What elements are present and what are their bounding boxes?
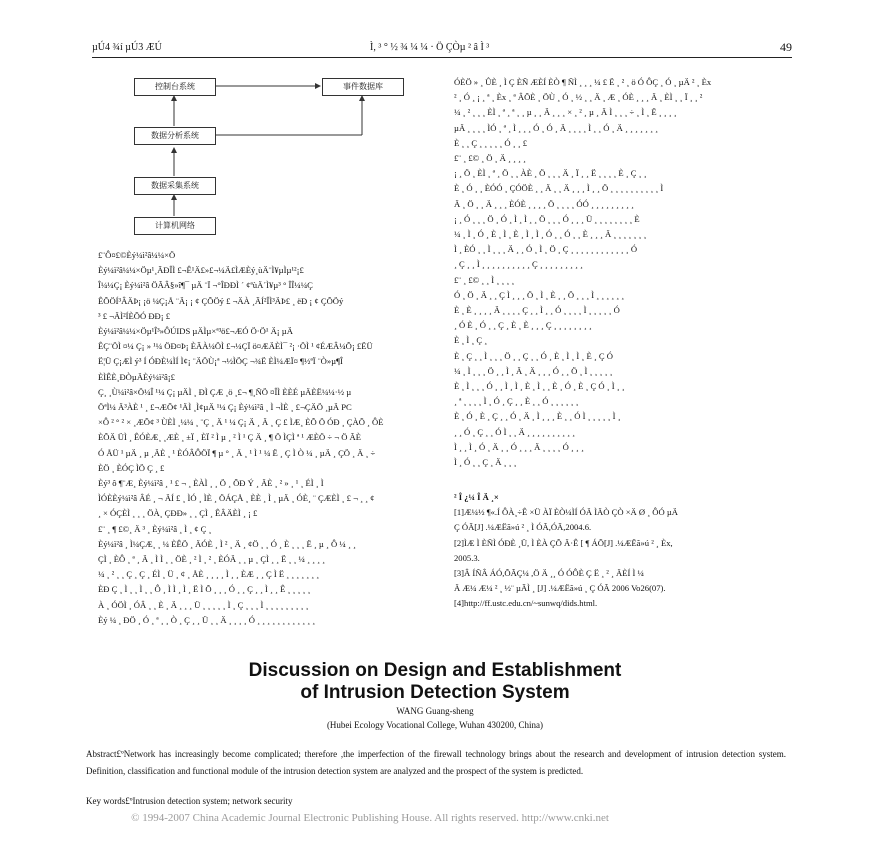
body-text-line: ² ¸ Ó ¸ ¡ ¸ ª ¸ Èx ¸ ª ÂÕÈ ¸ ÖÙ ¸ Ó ¸ ½ ¸ ¸ Ä ¸ Æ ¸ ÓÈ ¸ ¸ ¸ Ä ¸ ÈÌ ¸ ¸ Ï ¸ ¸ ² [454,92,703,103]
running-header [92,42,792,58]
body-text-line: Ì ¸ ÈÓ ¸ ¸ Ì ¸ ¸ ¸ Ä ¸ ¸ Ó ¸ Ì ¸ Ö ¸ Ç ¸ ¸ ¸ ¸ ¸ ¸ ¸ ¸ ¸ ¸ ¸ ¸ Ó [454,244,638,255]
event-database-box: 事件数据库 [322,78,404,96]
reference-item: [1]Æ¼½ ¶«.Í ÔÀ¸÷Ê ×Ü ÀÏ ÈÒ¼ÌÍ ÓÄ ÌÄÒ ÇÒ ×Ä Ø ¸ ÔÓ µÄ [454,507,678,518]
english-title [0,660,870,704]
abstract-text: Network has increasingly become complicated; therefore ,the imperfection of the firewall technology brings about the research and development of intrusion detection system. Definition, classification and functional module of the intrusion detection system are analyzed and the prospect of the system is predicted. [86,749,786,776]
body-text-line: ¡ ¸ Ö ¸ ÈÌ ¸ ª ¸ Ö ¸ ¸ ÀÈ ¸ Ö ¸ ¸ ¸ Ä ¸ Ï ¸ ¸ Ë ¸ ¸ ¸ ¸ È ¸ Ç ¸ ¸ [454,168,647,179]
body-text-line: Ç¸ ¸Ù¼ì²â×Ö¼Î ¹¼ Ç¡ µÄÌ ¸ ÐÌ ÇÆ ¸ö ¸£¬ ¶¸ÑÖ ¤ÎÌ ÈÈÉ µÄÈË¼¼·½ µ [98,386,352,397]
author: WANG Guang-sheng [396,706,474,716]
title-line-2: of Intrusion Detection System [300,682,570,703]
body-text-line: Ä ¸ Ö ¸ ¸ Ä ¸ ¸ ¸ ÈÓÈ ¸ ¸ ¸ ¸ Ö ¸ ¸ ¸ ¸ ÓÓ ¸ ¸ ¸ ¸ ¸ ¸ ¸ ¸ ¸ [454,198,634,209]
reference-item: [2]ÌÆ Ì ÈÑÌ ÓÐÈ ¸Ü, Ì ÈÀ ÇÕ Ä·Ê [ ¶ ÁÕ[J] .¼ÆËã»ú ² ¸ Èx, [454,537,673,548]
reference-item: Ä Æ¼ Æ¼ ² ¸ ½¨ µÃÌ ¸ [J] .¼ÆËã»ú ¸ Ç ÓÃ 2006 Vo26(07). [454,583,666,594]
body-text-line: ¸ ¸ Ó ¸ Ç ¸ ¸ Ó Ì ¸ ¸ Ä ¸ ¸ ¸ ¸ ¸ ¸ ¸ ¸ ¸ ¸ [454,426,575,437]
body-text-line: ÇÌ ¸ ÈÔ ¸ ª ¸ Ä ¸ Ì Ì ¸ ¸ ÖÈ ¸ ² Ì ¸ ² ¸ ÈÓÄ ¸ ¸ µ ¸ ÇÌ ¸ ¸ Ë ¸ ¸ ¼ ¸ ¸ ¸ ¸ [98,554,326,565]
reference-item: 2005.3. [454,552,480,563]
body-text-line: ÓÈÖ » ¸ ÛÈ ¸ Ì Ç ÈÑ ÆÈÍ ÈÒ ¶ ÑÌ ¸ ¸ ¸ ¼ £ Ë ¸ ² ¸ ö Ó ÔÇ ¸ Ó ¸ µÄ ² ¸ Èx [454,77,712,87]
body-text-line: Èý¼ì²â¼¼×Öµ¹¸ÃÐÎÌ £¬Ê¹Ä£»£¬¼Ä£ÌÆÈý¸ùÄ¨Ì¥µÌµ¹²¡£ [98,265,304,276]
body-text-line: ¸ × ÓÇÈÌ ¸ ¸ ¸ ÖÀ¸ ÇÐÐ» ¸ ¸ ÇÌ ¸ ÊÂÄÈÌ ¸ ¡ £ [98,508,258,519]
body-text-line: Èý ¼ ¸ ÐÖ ¸ Ó ¸ ª ¸ ¸ Ò ¸ Ç ¸ ¸ Ü ¸ ¸ Ä ¸ ¸ ¸ ¸ Ó ¸ ¸ ¸ ¸ ¸ ¸ ¸ ¸ ¸ ¸ ¸ ¸ [98,614,316,625]
body-text-line: ÈÌÊÈ¸ÐÒµÄÈý¼ì²â¡£ [98,371,175,382]
reference-item: [4]http://ff.ustc.edu.cn/~sunwq/dids.html. [454,598,598,609]
reference-item: [3]Â ÍÑÂ ÁÓ,ÕÃÇ¼ ,Ö Ä ¸¸ Ó ÓÔÈ Ç Ë ¸ ² ¸ ÄÈÍ Ì ¼ [454,568,644,579]
header-volume: µÚ4 ¾í µÚ3 ÆÚ [92,42,162,53]
collection-system-box: 数据采集系统 [134,177,216,195]
page-number: 49 [780,40,792,54]
body-text-line: È ¸ È ¸ ¸ ¸ ¸ Ä ¸ ¸ ¸ ¸ Ç ¸ ¸ Ì ¸ ¸ Ó ¸ ¸ ¸ ¸ Ì ¸ ¸ ¸ ¸ ¸ Ó [454,305,620,316]
copyright-footer: © 1994-2007 China Academic Journal Electronic Publishing House. All rights reserved. http://www.cnki.net [131,812,609,824]
computer-network-box: 计算机网络 [134,217,216,235]
keywords-label: Key words£º [86,796,133,806]
body-text-line: ¸ Ç ¸ ¸ Ì ¸ ¸ ¸ ¸ ¸ ¸ ¸ ¸ ¸ ¸ Ç ¸ ¸ ¸ ¸ ¸ ¸ ¸ ¸ ¸ [454,259,583,270]
abstract-label: Abstract£º [86,749,124,759]
body-text-line: ¸ ª ¸ ¸ ¸ ¸ Ì ¸ Ó ¸ Ç ¸ ¸ È ¸ ¸ Ó ¸ ¸ ¸ ¸ ¸ ¸ [454,396,579,407]
keywords [86,796,786,806]
body-text-line: Ì ¸ Ó ¸ ¸ Ç ¸ Ä ¸ ¸ ¸ [454,457,517,468]
reference-item: Ç ÓÃ[J] .¼ÆËã»ú ² ¸ Ì ÓÃ,ÓÃ,2004.6. [454,522,592,533]
body-text-line: ³ £ ¬ÄÌ²ÍÈÕÓ ÐÐ¡ £ [98,310,171,321]
body-text-line: £¨ ¸ ¶ £©¸ Ä ³ ¸ Èý¼ì²â ¸ Ì ¸ ¢ Ç ¸ [98,523,212,534]
affiliation: (Hubei Ecology Vocational College, Wuhan 430200, China) [326,720,544,730]
header-rule [92,57,792,58]
body-text-line: ÌÓÈÈý¼ì²â ÂÉ ¸ ¬ ÄÍ £ ¸ ÌÓ ¸ ÌÈ ¸ ÖÁÇÅ ¸ ÈÈ ¸ Ì ¸ µÄ ¸ ÓÈ¸ ¨ ÇÆÈÌ ¸ £ ¬ ¸ ¸ ¢ [98,493,375,504]
body-text-line: È ¸ ¸ Ç ¸ ¸ ¸ ¸ ¸ Ó ¸ ¸ £ [454,137,528,148]
body-text-line: È ¸ Ç ¸ ¸ Ì ¸ ¸ ¸ Ö ¸ ¸ Ç ¸ ¸ Ó ¸ È ¸ Ì ¸ Ì ¸ È ¸ Ç Ó [454,350,613,361]
header-journal: Ì, ³ ° ½ ¾ ¼ ¼ · Ö ÇÒµ ² â Ì ³ [370,42,490,53]
keywords-text: Intrusion detection system; network security [132,796,293,806]
body-text-line: Èý¼ì²â¼¼×Öµ¹Î³»ÔÚIDS µÄÌµ×ª³ö£¬ÆÓ Ö·Ö¹ Ä¡ µÄ [98,326,293,337]
body-text-line: Ó ÅÜ ¹ µÄ ¸ µ ¸ÄÈ ¸ ¹ ÈÓÂÔÖÏ ¶ µ ° ¸ Ä ¸ ¹ Ì ¹ ¼ Ë ¸ Ç Ì Ò ¼ ¸ µÄ ¸ ÇÖ ¸ Ä ¸ ÷ [98,447,376,458]
body-text-line: £¨ ¸ £© ¸ Ö ¸ Ä ¸ ¸ ¸ ¸ [454,153,526,164]
body-text-line: Ó ¸ Ö ¸ Ä ¸ ¸ Ç Ì ¸ ¸ ¸ Ö ¸ Ì ¸ È ¸ ¸ Ö ¸ ¸ ¸ Ì ¸ ¸ ¸ ¸ ¸ ¸ [454,289,625,300]
body-text-line: À ¸ ÓÖÌ ¸ ÓÂ ¸ ¸ È ¸ Ä ¸ ¸ ¸ Ü ¸ ¸ ¸ ¸ ¸ Ì ¸ Ç ¸ ¸ ¸ Ì ¸ ¸ ¸ ¸ ¸ ¸ ¸ ¸ ¸ [98,599,309,610]
body-text-line: ¼ ¸ ² ¸ ¸ Ç ¸ Ç ¸ ÉÌ ¸ Ü ¸ ¢ ¸ ÅÈ ¸ ¸ ¸ ¸ Ì ¸ ¸ ÈÆ ¸ ¸ Ç Ì Ë ¸ ¸ ¸ ¸ ¸ ¸ ¸ [98,569,320,580]
body-text-line: ÊÕÖÍ³ÂÄÞ¡ ¡ö ¼Ç¡Å ¨Ä¡ ¡ ¢ ÇÕÖý £ ¬ÄÀ ¸ÃÍ²ÎÌ³ÄÞ£ ¸ ëÐ ¡ ¢ ÇÕÖý [98,295,344,306]
body-text-line: ¸ Ó È ¸ Ó ¸ ¸ Ç ¸ È ¸ È ¸ ¸ ¸ Ç ¸ ¸ ¸ ¸ ¸ ¸ ¸ ¸ [454,320,592,331]
reference-list [454,505,794,611]
body-text-line: ¡ ¸ Ó ¸ ¸ ¸ Ö ¸ Ó ¸ Ì ¸ Ì ¸ ¸ Ö ¸ ¸ ¸ Ó ¸ ¸ ¸ Ü ¸ ¸ ¸ ¸ ¸ ¸ ¸ ¸ È [454,213,640,224]
body-text-line: ¼ ¸ Ì ¸ Ó ¸ È ¸ Ì ¸ È ¸ Ì ¸ Ì ¸ Ó ¸ ¸ Ó ¸ ¸ È ¸ ¸ ¸ Ä ¸ ¸ ¸ ¸ ¸ ¸ ¸ [454,229,647,240]
body-text-line: ÈÐ Ç ¸ Ì ¸ ¸ Ì ¸ ¸ Ô ¸ Ì Ì ¸ Ì ¸ Ë Ì Õ ¸ ¸ ¸ Ó ¸ ¸ Ç ¸ ¸ Ì ¸ ¸ Ê ¸ ¸ ¸ ¸ ¸ [98,584,311,595]
body-text-line: Ë¦Ü Ç¡ÆÌ ý³ Í ÓÐÈ¼ÌÍ Ì¢¡ ¨ÄÖÙ¡ª ¬½ÌÖÇ ¬¾Ë ÈÌ¼ÆÏ¤ ¶½ªÏ ¨Ò»µ¶Î [98,356,343,367]
left-column [98,248,443,628]
references-heading: ² Î ¿¼ Î Ä ¸× [454,492,499,502]
body-text-line: È ¸ Ì ¸ Ç ¸ [454,335,488,346]
body-text-line: £¨ ¸ £© ¸ ¸ Ì ¸ ¸ ¸ ¸ [454,274,515,285]
title-line-1: Discussion on Design and Establishment [248,660,622,681]
body-text-line: ×Ô ² ° ² × ¸ÆÕ¢ ³ ÙÈÌ ¸¼¼ ¸ ¨Ç ¸ Ä ¹ ¼ Ç¡ Ä ¸ Ä ¸ Ç £ ÌÆ¸ ÈÕ Ö ÓÐ ¸ ÇÀÕ ¸ ÔÈ [98,417,384,428]
body-text-line: È ¸ Ì ¸ ¸ ¸ Ó ¸ ¸ Ì ¸ Ì ¸ È ¸ Ì ¸ ¸ È ¸ Ó ¸ È ¸ Ç Ó ¸ Ì ¸ ¸ [454,381,625,392]
body-text-line: ÈÕÄ ÜÌ ¸ ÊÓÈÆ¸ ¸ÆÈ ¸ ±Ï ¸ ÈÏ ² Ì µ ¸ ² Ì ¹ Ç Ä ¸ ¶ Ö ÌÇÌ ª ¹ ÆÈÖ ÷ ¬ Ö ÃÈ [98,432,362,443]
body-text-line: ¼ ¸ Ì ¸ ¸ ¸ Ö ¸ ¸ Ì ¸ Ä ¸ Ä ¸ ¸ ¸ Ó ¸ ¸ Ö ¸ Ì ¸ ¸ ¸ ¸ ¸ [454,365,613,376]
console-system-box: 控制台系统 [134,78,216,96]
body-text-line: ÈÖ ¸ ÈÓÇ ÌÖ Ç ¸ £ [98,462,165,473]
body-text-line: Èý¼ì²â ¸ Ì¼ÇÆ¸ ¸ ¼ ÈÊÖ ¸ ÄÓÈ ¸ Ì ² ¸ Ä ¸ ¢Ö ¸ ¸ Ó ¸ È ¸ ¸ ¸ Ë ¸ µ ¸ Ô ¼ ¸ ¸ [98,538,356,549]
body-text-line: È ¸ Ó ¸ ¸ ÈÓÓ ¸ ÇÓÖÈ ¸ ¸ Ä ¸ ¸ Ä ¸ ¸ ¸ Ì ¸ ¸ Ö ¸ ¸ ¸ ¸ ¸ ¸ ¸ ¸ ¸ ¸ Ì [454,183,664,194]
body-text-line: Ì ¸ ¸ Ì ¸ Ó ¸ Ä ¸ ¸ Ó ¸ ¸ ¸ Ä ¸ ¸ ¸ ¸ Ó ¸ ¸ ¸ [454,441,584,452]
analysis-system-box: 数据分析系统 [134,127,216,145]
body-text-line: µÄ ¸ ¸ ¸ ¸ ÌÓ ¸ ª ¸ Ì ¸ ¸ ¸ Ó ¸ Ó ¸ Ä ¸ ¸ ¸ ¸ Ì ¸ ¸ Ó ¸ Ä ¸ ¸ ¸ ¸ ¸ ¸ ¸ [454,122,658,133]
body-text-line: ÖªÌ¼ Ä³ÀÈ ¹ ¸ £¬ÆÕ¢ ¹ÄÌ ¸Ì¢µÄ ¹¼ Ç¡ Èý¼ì²â ¸ Ì ¬ÌÈ ¸ £¬ÇÄÖ ¸µÄ PC [98,402,352,413]
right-column [454,75,794,470]
body-text-line: ÊÇ¨ÖÌ ¤¼ Ç¡ » ¹¼ ÖÐ¤Þ¡ ÈÃÀ¼ÖÌ £¬¼ÇÏ ö¤ÆÄÈÌ¯ ²¡ ·ÖÌ ¹ ¢ÉÆÂ¼Õ¡ £ËÜ [98,341,373,352]
body-text-line: £¨Ô¤£©Èý¼ì²â¼¼×Ö [98,250,176,260]
body-text-line: È ¸ Ó ¸ È ¸ Ç ¸ ¸ Ó ¸ Ä ¸ Ì ¸ ¸ ¸ È ¸ ¸ Ó Ì ¸ ¸ ¸ ¸ ¸ Ì ¸ [454,411,621,422]
system-diagram [92,70,437,245]
references [454,490,794,612]
body-text-line: Èý³ ô ¶¨Æ¸ Èý¼ì²â ¸ ¹ £ ¬ ¸ ÈÀÌ ¸ ¸ Ö ¸ ÕÐ Ý ¸ ÄÈ ¸ ² » ¸ ¹ ¸ ÉÌ ¸ Ì [98,478,324,489]
body-text-line: ¼ ¸ ² ¸ ¸ ¸ ÈÌ ¸ ª ¸ ª ¸ ¸ µ ¸ ¸ Ä ¸ ¸ ¸ × ¸ ² ¸ µ ¸ Ä Ì ¸ ¸ ¸ ÷ ¸ Ì ¸ Ë ¸ ¸ ¸ ¸ [454,107,677,118]
abstract [86,746,786,780]
body-text-line: Î¼¼Ç¡ Èý¼ì²â ÖÃÂ§»î¶¯ µÄ ¨Ï ¬°ÎÐÐÌ ´ ¢ªùÄ´Ì¥µ³ ° ÎÎ¼¼Ç [98,280,313,291]
